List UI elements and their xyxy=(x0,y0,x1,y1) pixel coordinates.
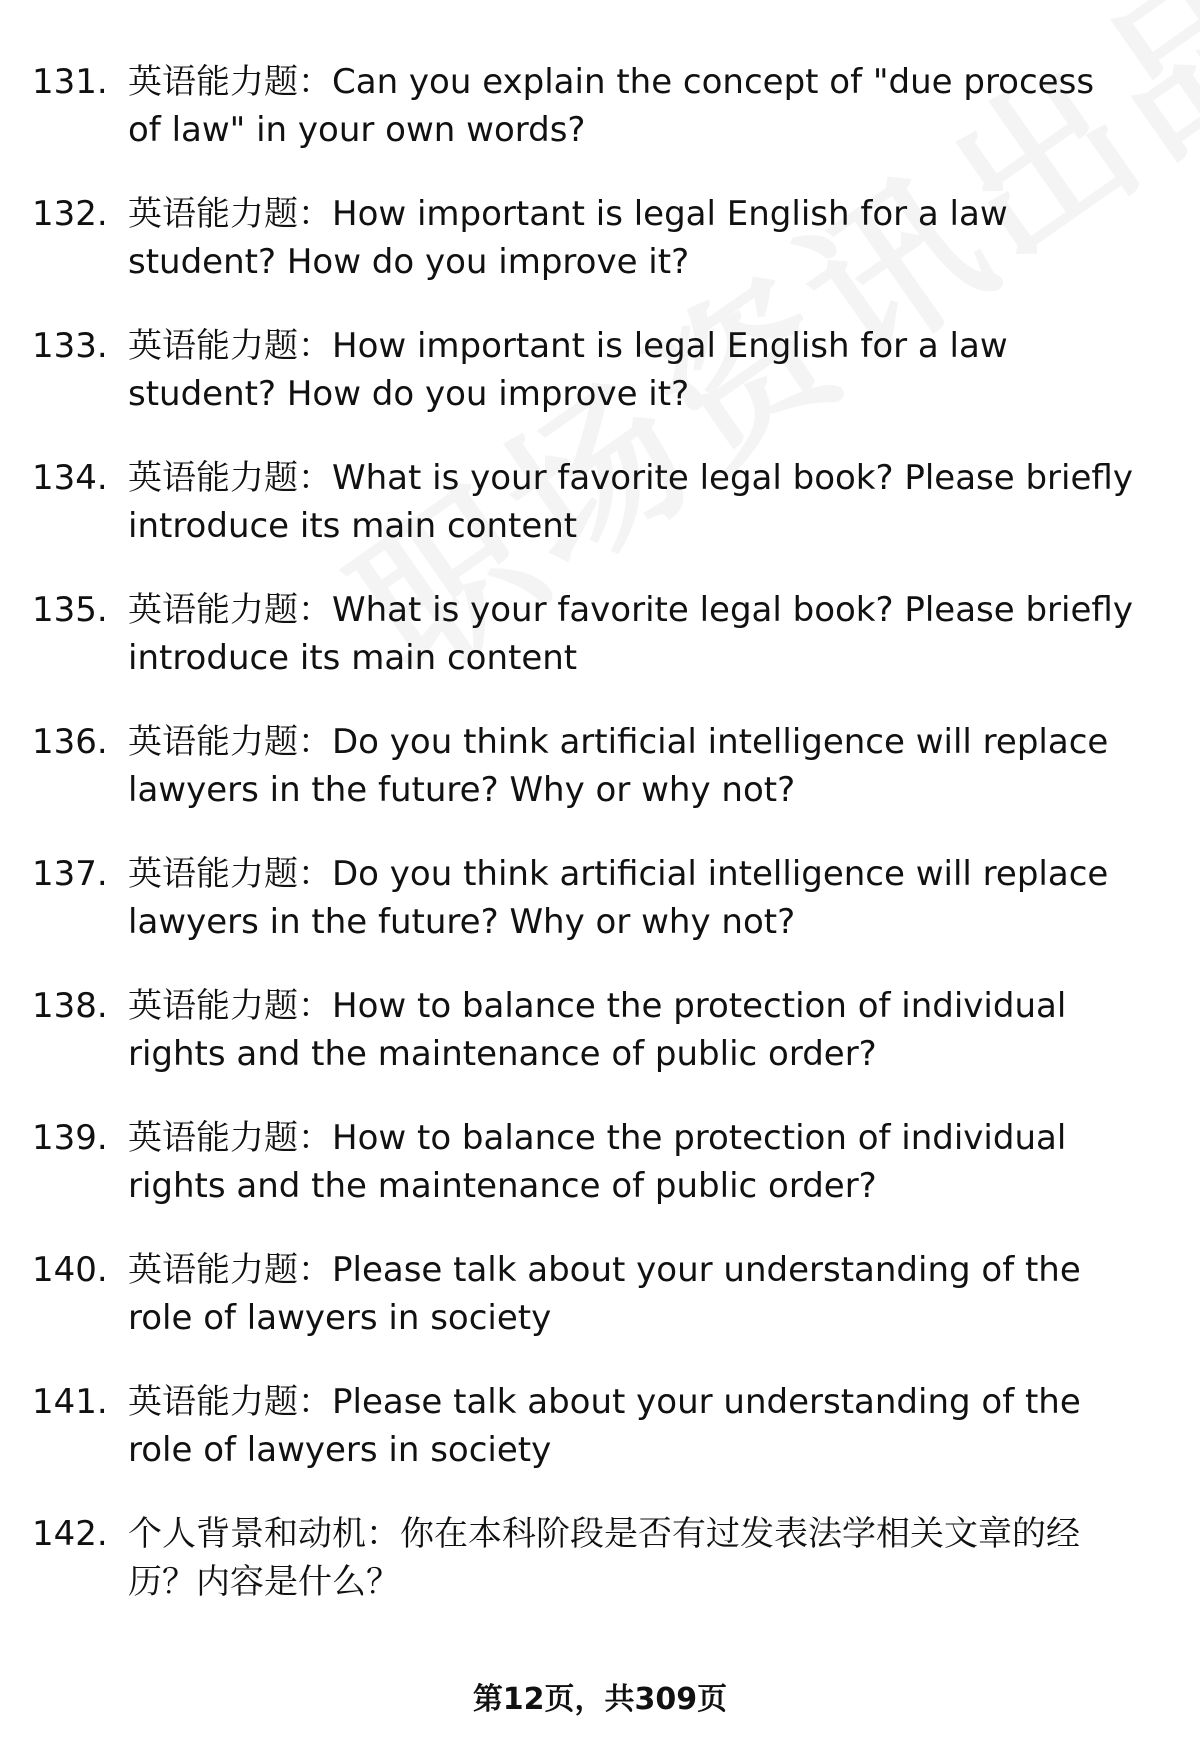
question-number: 139. xyxy=(32,1118,108,1158)
question-text xyxy=(128,1378,1168,1474)
list-item xyxy=(0,586,1200,718)
question-text xyxy=(128,454,1168,550)
question-text xyxy=(128,58,1168,154)
question-line: 英语能力题：Can you explain the concept of "due process xyxy=(128,62,1095,102)
question-text xyxy=(128,586,1168,682)
question-number: 142. xyxy=(32,1514,108,1554)
list-item xyxy=(0,322,1200,454)
question-line: lawyers in the future? Why or why not? xyxy=(128,902,796,942)
question-text xyxy=(128,850,1168,946)
question-line: 英语能力题：How to balance the protection of individual xyxy=(128,986,1067,1026)
list-item xyxy=(0,850,1200,982)
question-line: role of lawyers in society xyxy=(128,1430,552,1470)
list-item xyxy=(0,1114,1200,1246)
list-item xyxy=(0,58,1200,190)
question-line: 英语能力题：Do you think artificial intelligence will replace xyxy=(128,854,1109,894)
question-number: 140. xyxy=(32,1250,108,1290)
question-text xyxy=(128,1114,1168,1210)
question-number: 131. xyxy=(32,62,108,102)
list-item xyxy=(0,190,1200,322)
question-number: 132. xyxy=(32,194,108,234)
question-line: 英语能力题：How important is legal English for a law xyxy=(128,326,1008,366)
question-line: 英语能力题：Please talk about your understanding of the xyxy=(128,1250,1081,1290)
question-number: 137. xyxy=(32,854,108,894)
question-text xyxy=(128,1510,1168,1606)
question-line: 英语能力题：Do you think artificial intelligence will replace xyxy=(128,722,1109,762)
question-number: 133. xyxy=(32,326,108,366)
question-text xyxy=(128,322,1168,418)
question-number: 138. xyxy=(32,986,108,1026)
question-text xyxy=(128,982,1168,1078)
question-number: 134. xyxy=(32,458,108,498)
question-line: 英语能力题：How important is legal English for a law xyxy=(128,194,1008,234)
question-number: 135. xyxy=(32,590,108,630)
list-item xyxy=(0,1378,1200,1510)
question-line: rights and the maintenance of public order? xyxy=(128,1166,877,1206)
question-text xyxy=(128,190,1168,286)
list-item xyxy=(0,454,1200,586)
page-footer: 第12页，共309页 xyxy=(472,1682,728,1717)
question-number: 141. xyxy=(32,1382,108,1422)
question-line: student? How do you improve it? xyxy=(128,242,690,282)
question-line: 历？内容是什么？ xyxy=(128,1562,400,1602)
list-item xyxy=(0,718,1200,850)
list-item xyxy=(0,982,1200,1114)
question-line: introduce its main content xyxy=(128,638,578,678)
question-line: 英语能力题：What is your favorite legal book? Please briefly xyxy=(128,590,1133,630)
question-line: rights and the maintenance of public order? xyxy=(128,1034,877,1074)
question-line: 英语能力题：How to balance the protection of individual xyxy=(128,1118,1067,1158)
question-number: 136. xyxy=(32,722,108,762)
question-line: of law" in your own words? xyxy=(128,110,586,150)
question-line: 个人背景和动机：你在本科阶段是否有过发表法学相关文章的经 xyxy=(128,1514,1080,1554)
question-line: student? How do you improve it? xyxy=(128,374,690,414)
question-line: 英语能力题：What is your favorite legal book? Please briefly xyxy=(128,458,1133,498)
list-item xyxy=(0,1510,1200,1642)
question-list xyxy=(0,58,1200,1642)
question-text xyxy=(128,1246,1168,1342)
question-line: role of lawyers in society xyxy=(128,1298,552,1338)
question-line: lawyers in the future? Why or why not? xyxy=(128,770,796,810)
list-item xyxy=(0,1246,1200,1378)
question-text xyxy=(128,718,1168,814)
question-line: 英语能力题：Please talk about your understanding of the xyxy=(128,1382,1081,1422)
question-line: introduce its main content xyxy=(128,506,578,546)
